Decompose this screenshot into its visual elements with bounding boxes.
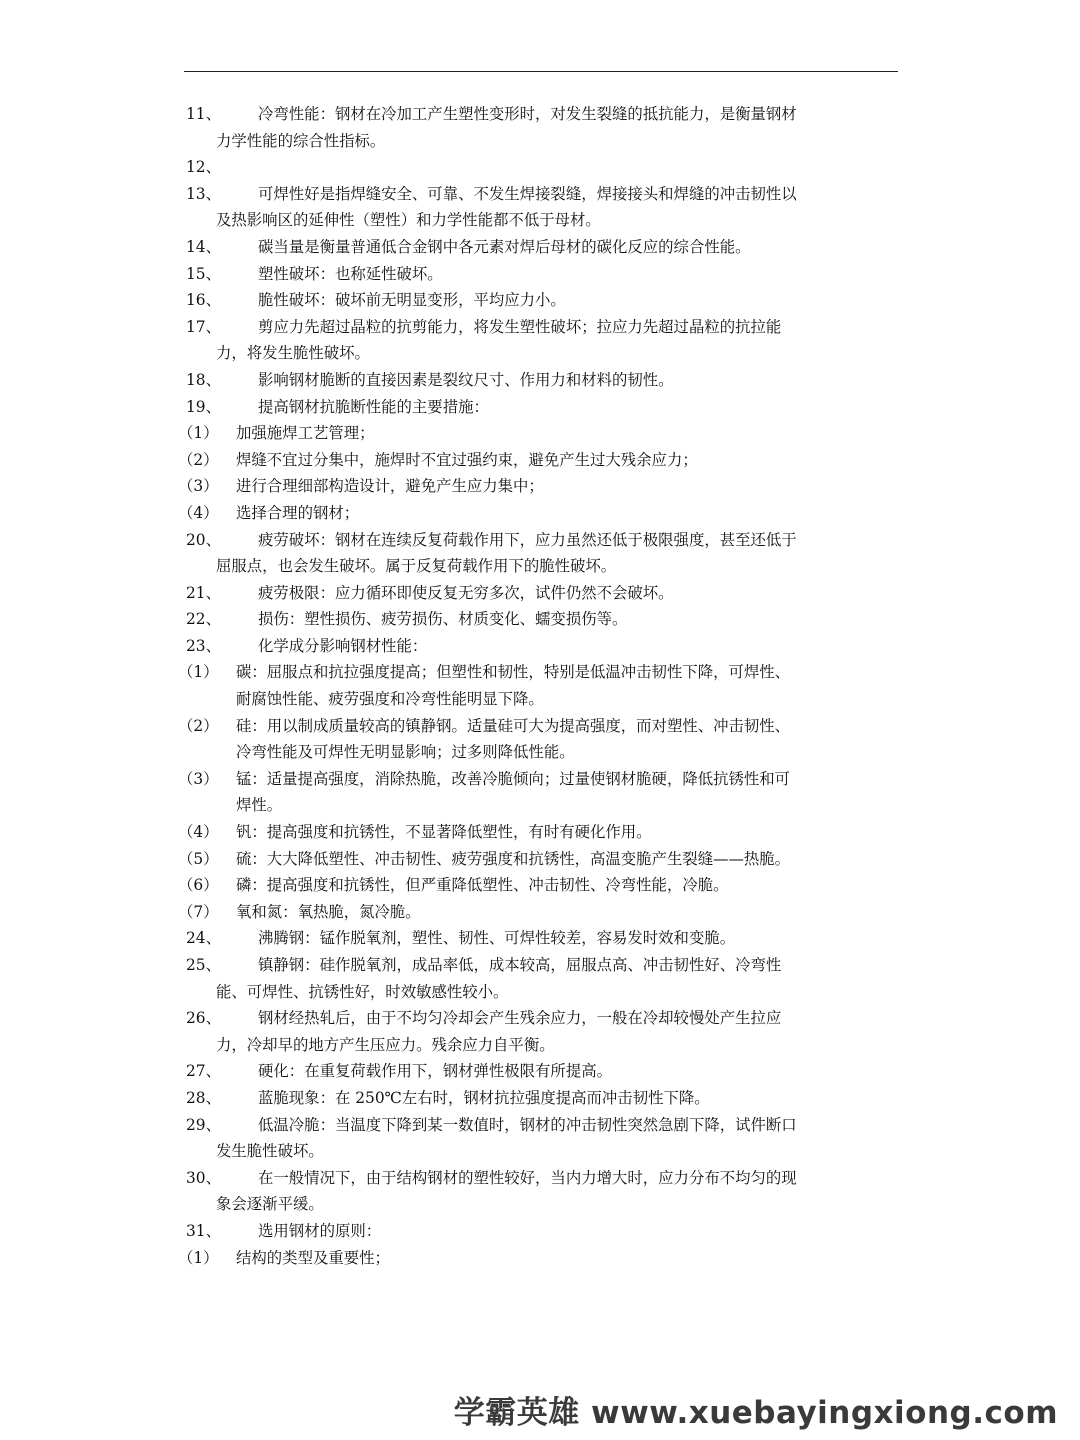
item-number: 20、	[186, 530, 221, 549]
item-text-block	[248, 287, 898, 314]
item-text-continuation: 屈服点，也会发生破坏。属于反复荷载作用下的脆性破坏。	[216, 557, 617, 576]
item-text-block	[236, 846, 898, 873]
item-text-block	[248, 1058, 898, 1085]
item-text: 硬化：在重复荷载作用下，钢材弹性极限有所提高。	[258, 1062, 612, 1081]
item-number: 22、	[186, 610, 221, 629]
item-text-continuation: 力，冷却早的地方产生压应力。残余应力自平衡。	[216, 1035, 555, 1054]
document-body	[178, 101, 898, 1271]
numbered-item	[186, 1005, 898, 1058]
item-number: 17、	[186, 317, 221, 336]
item-text-continuation: 力学性能的综合性指标。	[216, 131, 386, 150]
item-text: 磷：提高强度和抗锈性，但严重降低塑性、冲击韧性、冷弯性能，冷脆。	[236, 876, 729, 895]
item-text: 氧和氮：氧热脆，氮冷脆。	[236, 902, 421, 921]
item-text: 硫：大大降低塑性、冲击韧性、疲劳强度和抗锈性，高温变脆产生裂缝——热脆。	[236, 849, 791, 868]
items-section	[186, 101, 898, 420]
item-text: 影响钢材脆断的直接因素是裂纹尺寸、作用力和材料的韧性。	[258, 370, 674, 389]
item-text: 提高钢材抗脆断性能的主要措施：	[258, 397, 489, 416]
item-text-continuation: 力，将发生脆性破坏。	[216, 344, 370, 363]
item-number: 29、	[186, 1115, 221, 1134]
item-number: （1）	[178, 424, 219, 443]
item-text-block	[216, 101, 898, 154]
measures-section	[178, 420, 898, 526]
item-text-block	[236, 659, 898, 712]
item-number: （6）	[178, 876, 219, 895]
item-text: 钒：提高强度和抗锈性，不显著降低塑性，有时有硬化作用。	[236, 823, 652, 842]
item-number: 23、	[186, 636, 221, 655]
numbered-item	[186, 261, 898, 288]
item-text-block	[216, 952, 898, 1005]
numbered-item	[186, 234, 898, 261]
item-number: 30、	[186, 1168, 221, 1187]
watermark: 学霸英雄 www.xuebayingxiong.com	[453, 1395, 1058, 1431]
numbered-item	[186, 314, 898, 367]
item-text-block	[248, 261, 898, 288]
numbered-item	[186, 1058, 898, 1085]
numbered-item	[186, 154, 898, 181]
item-number: 31、	[186, 1221, 221, 1240]
item-text-block	[236, 872, 898, 899]
item-text: 低温冷脆：当温度下降到某一数值时，钢材的冲击韧性突然急剧下降，试件断口	[258, 1115, 797, 1134]
item-text: 剪应力先超过晶粒的抗剪能力，将发生塑性破坏；拉应力先超过晶粒的抗拉能	[258, 317, 782, 336]
sub-list-item	[178, 500, 898, 527]
item-text-block	[248, 633, 898, 660]
item-text-continuation: 及热影响区的延伸性（塑性）和力学性能都不低于母材。	[216, 211, 601, 230]
header-rule	[184, 71, 898, 72]
item-text-block	[236, 899, 898, 926]
item-text: 损伤：塑性损伤、疲劳损伤、材质变化、蠕变损伤等。	[258, 610, 628, 629]
item-text: 钢材经热轧后，由于不均匀冷却会产生残余应力，一般在冷却较慢处产生拉应	[258, 1009, 782, 1028]
item-text-continuation: 焊性。	[236, 796, 283, 815]
item-text-continuation: 发生脆性破坏。	[216, 1142, 324, 1161]
item-number: 11、	[186, 105, 221, 123]
item-number: 26、	[186, 1009, 221, 1028]
item-text-continuation: 耐腐蚀性能、疲劳强度和冷弯性能明显下降。	[236, 690, 544, 709]
numbered-item	[186, 633, 898, 660]
item-text-block	[236, 500, 898, 527]
numbered-item	[186, 580, 898, 607]
item-text-continuation: 冷弯性能及可焊性无明显影响；过多则降低性能。	[236, 743, 575, 762]
item-number: 14、	[186, 237, 221, 256]
item-text-block	[248, 580, 898, 607]
item-number: （3）	[178, 769, 219, 788]
item-number: 15、	[186, 264, 221, 283]
sub-list-item	[178, 420, 898, 447]
numbered-item	[186, 1085, 898, 1112]
item-text-block	[236, 473, 898, 500]
item-text-block	[216, 1005, 898, 1058]
item-number: （7）	[178, 902, 219, 921]
item-text: 加强施焊工艺管理；	[236, 424, 375, 443]
numbered-item	[186, 527, 898, 580]
numbered-item	[186, 925, 898, 952]
item-number: 27、	[186, 1062, 221, 1081]
item-text: 沸腾钢：锰作脱氧剂，塑性、韧性、可焊性较差，容易发时效和变脆。	[258, 929, 736, 948]
numbered-item	[186, 394, 898, 421]
sub-list-item	[178, 1245, 898, 1272]
item-text: 脆性破坏：破坏前无明显变形，平均应力小。	[258, 291, 566, 310]
item-text: 锰：适量提高强度，消除热脆，改善冷脆倾向；过量使钢材脆硬，降低抗锈性和可	[236, 769, 791, 788]
item-text: 蓝脆现象：在 250℃左右时，钢材抗拉强度提高而冲击韧性下降。	[258, 1088, 710, 1107]
item-text: 可焊性好是指焊缝安全、可靠、不发生焊接裂缝，焊接接头和焊缝的冲击韧性以	[258, 184, 797, 203]
item-text-continuation: 能、可焊性、抗锈性好，时效敏感性较小。	[216, 982, 509, 1001]
item-number: （3）	[178, 477, 219, 496]
item-number: （1）	[178, 1248, 219, 1267]
items3-section	[186, 925, 898, 1244]
item-number: （5）	[178, 849, 219, 868]
item-number: 28、	[186, 1088, 221, 1107]
item-number: （4）	[178, 823, 219, 842]
sub-list-item	[178, 846, 898, 873]
item-number: 25、	[186, 956, 221, 974]
item-text-block	[248, 1218, 898, 1245]
item-text: 镇静钢：硅作脱氧剂，成品率低，成本较高，屈服点高、冲击韧性好、冷弯性	[258, 956, 782, 974]
item-text-block	[248, 234, 898, 261]
principles-section	[178, 1245, 898, 1272]
numbered-item	[186, 1218, 898, 1245]
item-number: 24、	[186, 929, 221, 948]
item-number: （2）	[178, 450, 219, 469]
sub-list-item	[178, 447, 898, 474]
sub-list-item	[178, 819, 898, 846]
item-text: 碳：屈服点和抗拉强度提高；但塑性和韧性，特别是低温冲击韧性下降，可焊性、	[236, 663, 791, 682]
item-number: （1）	[178, 663, 219, 682]
numbered-item	[186, 181, 898, 234]
numbered-item	[186, 1112, 898, 1165]
item-text-block	[236, 1245, 898, 1272]
item-text-block	[248, 1085, 898, 1112]
item-text: 焊缝不宜过分集中，施焊时不宜过强约束，避免产生过大残余应力；	[236, 450, 698, 469]
item-text-block	[216, 527, 898, 580]
item-text: 疲劳破坏：钢材在连续反复荷载作用下，应力虽然还低于极限强度，甚至还低于	[258, 530, 797, 549]
numbered-item	[186, 606, 898, 633]
item-text-block	[216, 314, 898, 367]
item-text: 进行合理细部构造设计，避免产生应力集中；	[236, 477, 544, 496]
items2-section	[186, 527, 898, 660]
item-text-block	[216, 181, 898, 234]
sub-list-item	[178, 872, 898, 899]
item-text: 碳当量是衡量普通低合金钢中各元素对焊后母材的碳化反应的综合性能。	[258, 237, 751, 256]
item-text: 结构的类型及重要性；	[236, 1248, 390, 1267]
elements-section	[178, 659, 898, 925]
item-number: 21、	[186, 583, 221, 602]
item-text: 硅：用以制成质量较高的镇静钢。适量硅可大为提高强度，而对塑性、冲击韧性、	[236, 716, 791, 735]
numbered-item	[186, 1165, 898, 1218]
item-text: 塑性破坏：也称延性破坏。	[258, 264, 443, 283]
sub-list-item	[178, 899, 898, 926]
sub-list-item	[178, 713, 898, 766]
item-text-block	[248, 925, 898, 952]
item-number: 19、	[186, 397, 221, 416]
item-number: 13、	[186, 184, 221, 203]
numbered-item	[186, 367, 898, 394]
item-text-block	[216, 1112, 898, 1165]
numbered-item	[186, 952, 898, 1005]
item-number: （2）	[178, 716, 219, 735]
item-text-continuation: 象会逐渐平缓。	[216, 1195, 324, 1214]
item-text-block	[248, 394, 898, 421]
item-text-block	[248, 367, 898, 394]
item-text: 冷弯性能：钢材在冷加工产生塑性变形时，对发生裂缝的抵抗能力，是衡量钢材	[258, 105, 797, 123]
numbered-item	[186, 287, 898, 314]
item-text-block	[236, 713, 898, 766]
item-text: 选择合理的钢材；	[236, 503, 360, 522]
item-number: （4）	[178, 503, 219, 522]
item-text-block	[216, 1165, 898, 1218]
item-number: 12、	[186, 158, 221, 177]
item-text-block	[236, 766, 898, 819]
item-text-block	[236, 819, 898, 846]
item-number: 16、	[186, 291, 221, 310]
sub-list-item	[178, 473, 898, 500]
numbered-item	[186, 101, 898, 154]
item-text-block	[248, 606, 898, 633]
item-text-block	[236, 420, 898, 447]
item-text: 在一般情况下，由于结构钢材的塑性较好，当内力增大时，应力分布不均匀的现	[258, 1168, 797, 1187]
item-number: 18、	[186, 370, 221, 389]
sub-list-item	[178, 659, 898, 712]
sub-list-item	[178, 766, 898, 819]
item-text: 化学成分影响钢材性能：	[258, 636, 428, 655]
item-text: 选用钢材的原则：	[258, 1221, 382, 1240]
item-text: 疲劳极限：应力循环即使反复无穷多次，试件仍然不会破坏。	[258, 583, 674, 602]
item-text-block	[236, 447, 898, 474]
